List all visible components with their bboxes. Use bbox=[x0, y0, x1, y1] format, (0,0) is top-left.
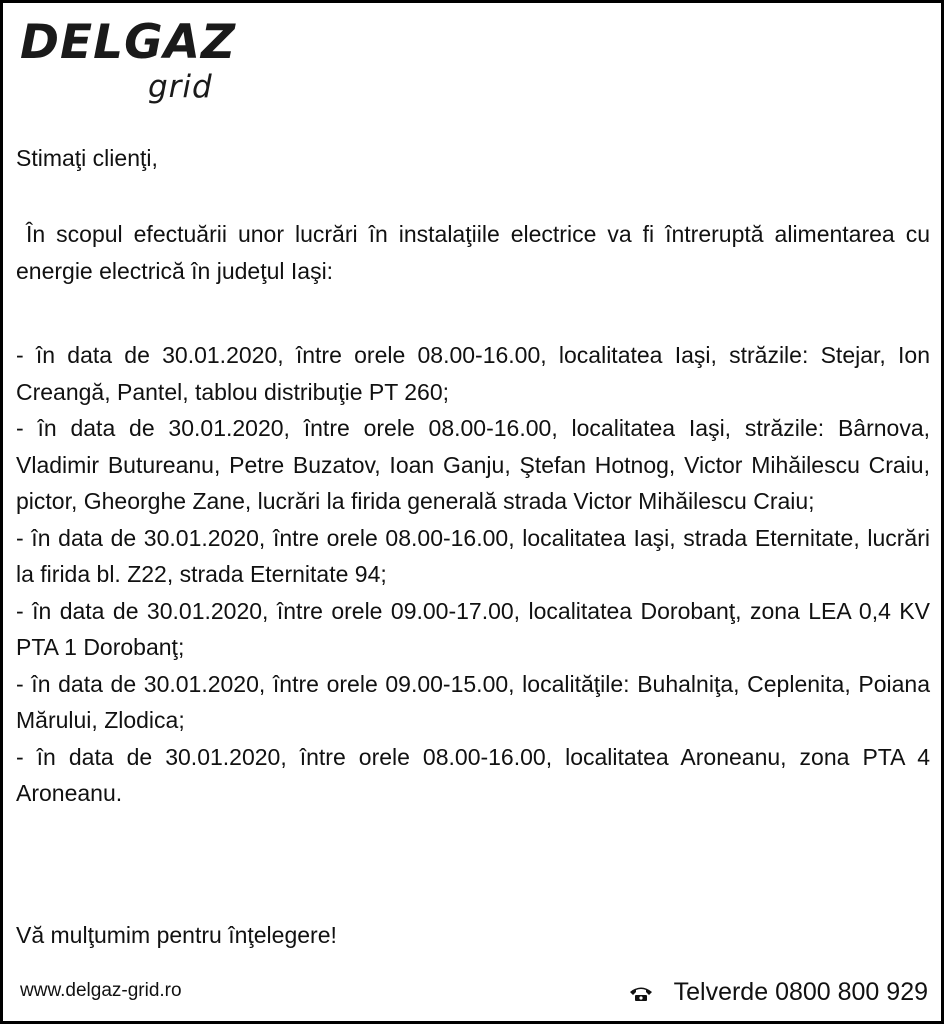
delgaz-grid-logo bbox=[20, 15, 250, 108]
telephone-icon bbox=[628, 983, 654, 1003]
greeting: Stimaţi clienţi, bbox=[16, 145, 158, 171]
thanks-message: Vă mulţumim pentru înţelegere! bbox=[16, 922, 337, 948]
list-item: - în data de 30.01.2020, între orele 08.00-16.00, localitatea Iaşi, străzile: Bârnova, Vladimir Butureanu, Petre Buzatov, Ioan Ganju, Ştefan Hotnog, Victor Mihăilescu Craiu, pictor, Gheorghe Zane, lucrări la firida generală strada Victor Mihăilescu Craiu; bbox=[16, 415, 930, 514]
list-item: - în data de 30.01.2020, între orele 09.00-17.00, localitatea Dorobanţ, zona LEA 0,4 KV PTA 1 Dorobanţ; bbox=[16, 597, 930, 660]
logo-sub: grid bbox=[148, 69, 213, 105]
telverde-number: Telverde 0800 800 929 bbox=[673, 978, 928, 1006]
list-item: - în data de 30.01.2020, între orele 08.00-16.00, localitatea Iaşi, strada Eternitate, lucrări la firida bl. Z22, strada Eternitate 94; bbox=[16, 524, 930, 587]
list-item: - în data de 30.01.2020, între orele 08.00-16.00, localitatea Iaşi, străzile: Stejar, Ion Creangă, Pantel, tablou distribuţie PT 260; bbox=[16, 342, 930, 405]
list-item: - în data de 30.01.2020, între orele 08.00-16.00, localitatea Aroneanu, zona PTA 4 Aroneanu. bbox=[16, 743, 930, 806]
logo-name: DELGAZ bbox=[20, 15, 237, 70]
intro-paragraph: În scopul efectuării unor lucrări în instalaţiile electrice va fi întreruptă alimentarea cu energie electrică în judeţul Iaşi: bbox=[16, 221, 930, 284]
outage-list bbox=[16, 337, 930, 812]
list-item: - în data de 30.01.2020, între orele 09.00-15.00, localităţile: Buhalniţa, Ceplenita, Poiana Mărului, Zlodica; bbox=[16, 670, 930, 733]
website-link[interactable]: www.delgaz-grid.ro bbox=[20, 980, 182, 1001]
telverde-contact bbox=[628, 978, 928, 1007]
